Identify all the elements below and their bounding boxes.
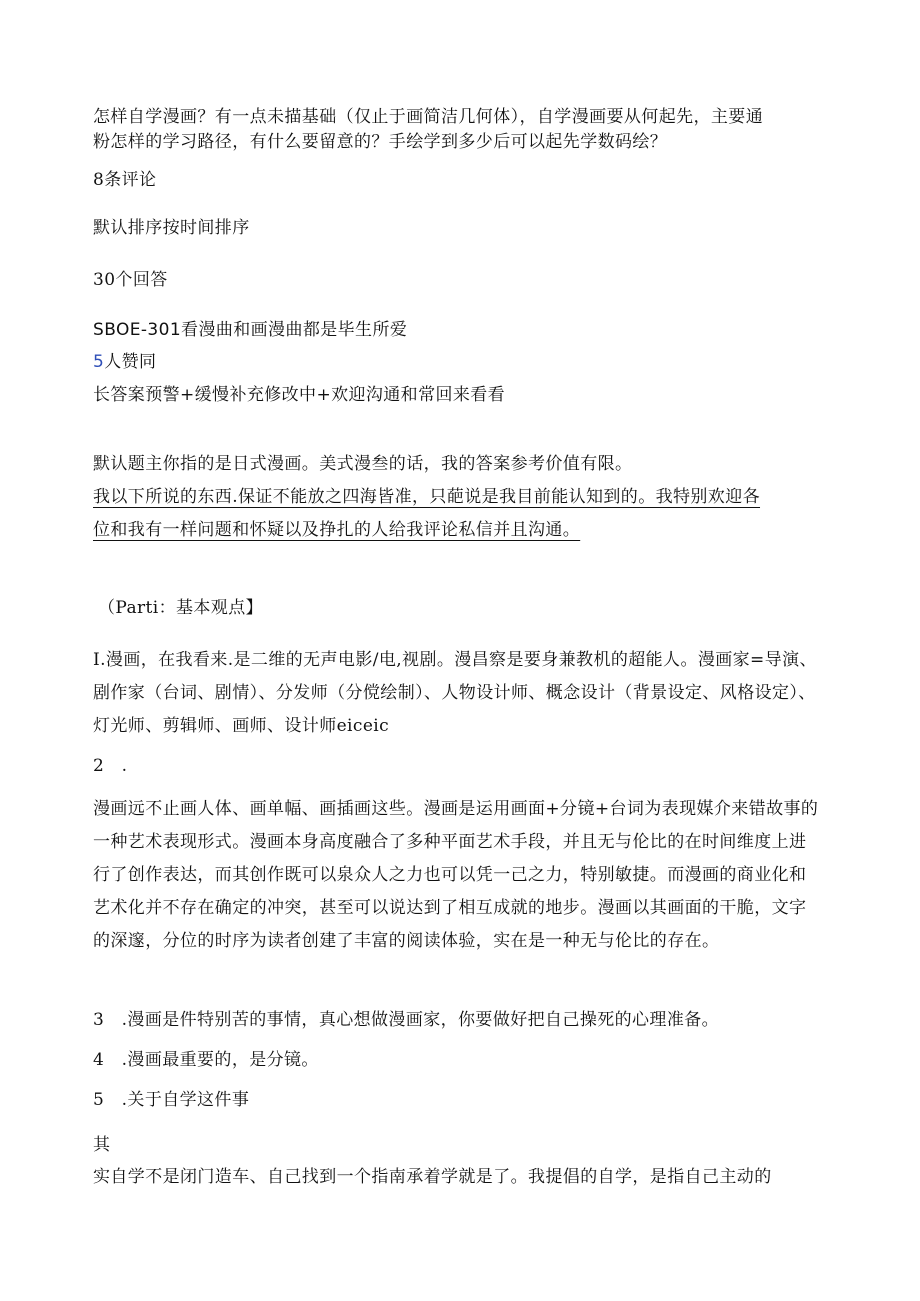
- point-5: 5 .关于自学这件事: [93, 1090, 250, 1110]
- question-line-2: 粉怎样的学习路径，有什么要留意的？手绘学到多少后可以起先学数码绘？: [93, 132, 668, 152]
- point-5-lead: 其: [93, 1135, 111, 1155]
- disclaimer-line-2: 位和我有一样问题和怀疑以及挣扎的人给我评论私信并且沟通。: [93, 520, 581, 540]
- disclaimer-line-1: 我以下所说的东西.保证不能放之四海皆准，只葩说是我目前能认知到的。我特别欢迎各: [93, 487, 761, 507]
- point-2-number: 2 .: [93, 756, 128, 776]
- answer-count: 30个回答: [93, 270, 168, 290]
- answer-author-line: [93, 316, 823, 344]
- point-2-body: 漫画远不止画人体、画单幅、画插画这些。漫画是运用画面+分镜+台词为表现媒介来错故事的一种艺术表现形式。漫画本身高度融合了多种平面艺术手段，并且无与伦比的在时间维度上进行了创作表达，而其创作既可以泉众人之力也可以凭一己之力，特别敏捷。而漫画的商业化和艺术化并不存在确定的冲突，甚至可以说达到了相互成就的地步。漫画以其画面的干脆，文字的深邃，分位的时序为读者创建了丰富的阅读体验，实在是一种无与伦比的存在。: [93, 799, 819, 951]
- comments-count[interactable]: 8条评论: [93, 170, 157, 190]
- long-answer-notice: 长答案预警+缓慢补充修改中+欢迎沟通和常回来看看: [93, 385, 506, 405]
- likes-row: [93, 348, 823, 376]
- author-name[interactable]: SBOE-301看漫曲和画漫曲都是毕生所爱: [93, 320, 408, 340]
- likes-number: 5: [93, 352, 105, 372]
- point-3: 3 .漫画是件特别苦的事情，真心想做漫画家，你要做好把自己操死的心理准备。: [93, 1010, 720, 1030]
- intro-paragraph: 默认题主你指的是日式漫画。美式漫叁的话，我的答案参考价值有限。: [93, 454, 633, 474]
- likes-text: 人赞同: [104, 352, 157, 372]
- point-1: I.漫画，在我看来.是二维的无声电影/电,视剧。漫昌察是要身兼教机的超能人。漫画家=导演、剧作家（台词、剧情）、分发师（分傥绘制）、人物设计师、概念设计（背景设定、风格设定）、灯光师、剪辑师、画师、设计师eiceic: [93, 650, 817, 736]
- question-line-1: 怎样自学漫画？有一点未描基础（仅止于画简洁几何体），自学漫画要从何起先，主要通: [93, 107, 764, 127]
- point-5-body: 实自学不是闭门造车、自己找到一个指南承着学就是了。我提倡的自学，是指自己主动的: [93, 1167, 772, 1187]
- sort-options[interactable]: 默认排序按时间排序: [93, 218, 250, 238]
- point-4: 4 .漫画最重要的，是分镜。: [93, 1050, 319, 1070]
- section-title: （Parti：基本观点】: [98, 598, 264, 618]
